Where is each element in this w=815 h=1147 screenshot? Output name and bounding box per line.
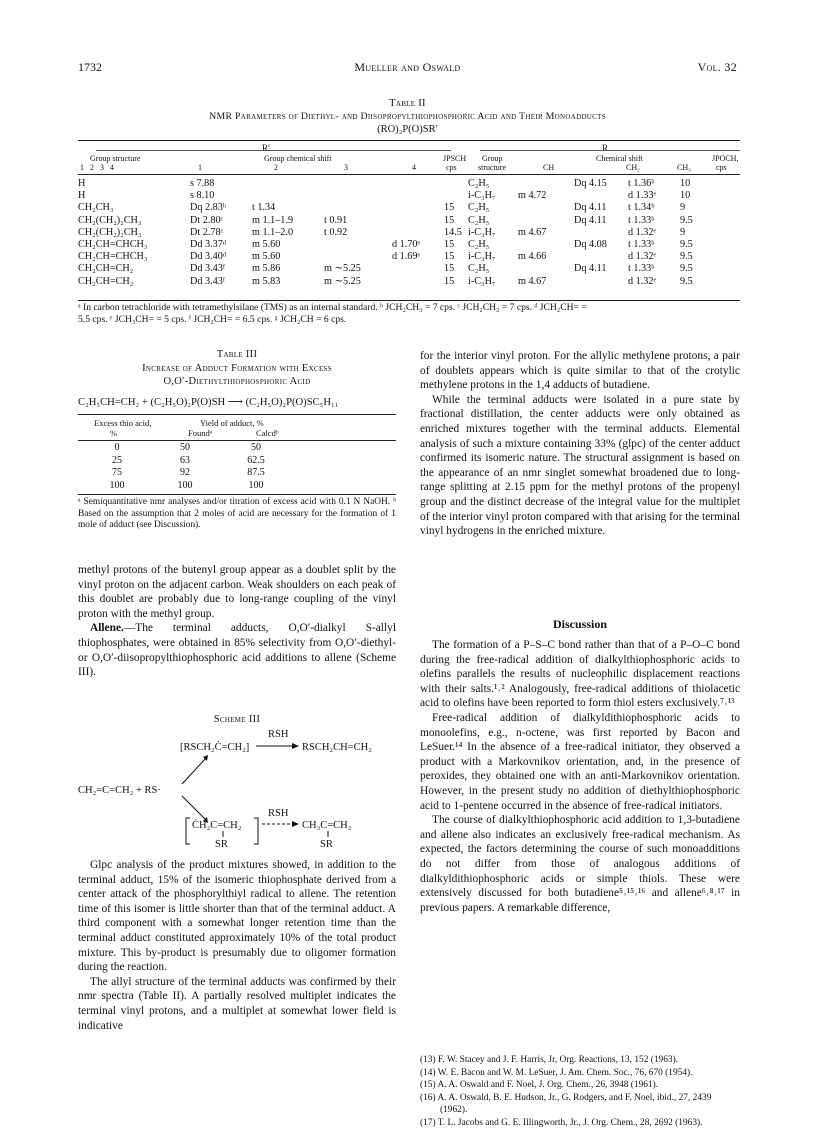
r-header: R — [602, 143, 609, 153]
nmr-cell-s1: Dd 3.40ᵈ — [190, 251, 226, 263]
nmr-cell-s4: d 1.69ᵉ — [392, 251, 421, 263]
nmr-cell-s1: s 7.88 — [190, 178, 215, 189]
paragraph — [78, 621, 396, 679]
table3-cell: 63 — [180, 454, 190, 466]
bottom-sr: SR — [215, 839, 228, 850]
paragraph: The allyl structure of the terminal adducts was confirmed by their nmr spectra (Table II). A partially resolved multiplet indicates the terminal vinyl protons, and a multiplet at somewhat lower field is indicative — [78, 975, 396, 1032]
nmr-cell-s1: Dt 2.80ᶜ — [190, 214, 224, 226]
nmr-cell-jp: 9.5 — [680, 239, 693, 251]
top-arrow-head — [292, 743, 299, 749]
nmr-row — [78, 263, 740, 275]
nmr-cell-ch: m 4.72 — [518, 190, 547, 202]
nmr-cell-gr: C₂H₅ — [468, 263, 490, 275]
table2-top-rule — [78, 140, 740, 141]
table2-header-rule — [78, 174, 740, 175]
nmr-cell-s2: m 1.1–1.9 — [252, 214, 294, 226]
nmr-cell-j — [444, 178, 468, 190]
nmr-cell-ch: m 4.66 — [518, 251, 547, 263]
shift-col-4: 4 — [412, 163, 416, 172]
jpoch-unit: cps — [716, 163, 727, 172]
nmr-cell-ch2: Dq 4.11 — [574, 263, 607, 275]
right-col-upper — [420, 349, 740, 539]
nmr-cell-g: CH₂CH=CH₂ — [78, 275, 134, 287]
table2-label: Table II — [389, 98, 426, 109]
shift-col-2: 2 — [274, 163, 278, 172]
nmr-cell-s4 — [392, 190, 444, 202]
group-header: Group — [482, 154, 503, 163]
nmr-cell-ch — [518, 215, 574, 227]
nmr-cell-gr: i-C₃H₇ — [468, 251, 496, 263]
reference: (14) W. E. Bacon and W. M. LeSuer, J. Am. Chem. Soc., 76, 670 (1954). — [420, 1067, 693, 1078]
nmr-cell-ch3: t 1.33ᵇ — [628, 263, 655, 275]
paragraph: While the terminal adducts were isolated in a pure state by fractional distillation, the center adducts were only obtained as enriched mixtures together with the terminal adducts. Elemental analysis of such a mixture containing 33% (glpc) of the center adduct confirmed its isomeric nature. The structural assignment is based on the appearance of an nmr singlet somewhat broadened due to long-range splitting at 2.15 ppm for the methyl protons of the propenyl group and the distinct decrease of the integral value for the multiplet of the interior vinyl proton compared with that arising for the terminal vinyl hydrogens in the enriched mixture. — [420, 393, 740, 538]
nmr-cell-ch3: d 1.32ᵉ — [628, 251, 657, 263]
nmr-cell-ch3: d 1.33ᵉ — [628, 190, 657, 202]
nmr-cell-s1: Dd 3.43ᶠ — [190, 263, 225, 275]
nmr-cell-jp: 9 — [680, 226, 686, 238]
nmr-cell-s3: t 0.92 — [324, 226, 348, 238]
nmr-cell-ch3: t 1.34ᵇ — [628, 202, 655, 214]
table3-row — [88, 455, 288, 468]
paragraph: Free-radical addition of dialkyldithiophosphoric acids to monoolefins, e.g., n-octene, was first reported by Bacon and LeSuer.¹⁴ In the absence of a free-radical initiator, they observed a product with a Markovnikov orientation, and, in the presence of peroxides, they obtained one with an anti-Markovnikov orientation. However, in the present study no addition of diethylthiophosphoric acid to 1-pentene occurred in the absence of free-radical initiators. — [420, 711, 740, 812]
lower-branch-arrow — [182, 796, 206, 820]
nmr-cell-gr: C₂H₅ — [468, 214, 490, 226]
table3-bottom-rule — [78, 494, 396, 495]
nmr-cell-s1: Dt 2.78ᶜ — [190, 226, 224, 238]
table3-row — [88, 480, 288, 493]
table2-formula: (RO)₂P(O)SR′ — [377, 124, 438, 135]
rprime-rule — [96, 150, 451, 151]
nmr-cell-j — [444, 190, 468, 202]
table2-footnote-1: ᵃ In carbon tetrachloride with tetramethylsilane (TMS) as an internal standard. ᵇ JCH₂CH₃ = 7 cps. ᶜ JCH₂CH₂ = 7 cps. ᵈ JCH₂CH= = — [78, 302, 587, 313]
allene-text: —The terminal adducts, O,O′-dialkyl S-allyl thiophosphates, were obtained in 85% selectivity from O,O′-diethyl- or O,O′-diisopropylthiophosphoric acid additions to allene (Scheme III). — [78, 622, 396, 679]
table3-cell: 100 — [248, 479, 264, 491]
table3-cell: 92 — [180, 467, 190, 478]
nmr-cell-gr: i-C₃H₇ — [468, 226, 496, 238]
nmr-cell-gr: i-C₃H₇ — [468, 190, 496, 202]
nmr-cell-s4 — [392, 276, 444, 288]
nmr-cell-ch2: Dq 4.11 — [574, 214, 607, 226]
nmr-cell-jp: 9.5 — [680, 214, 693, 226]
nmr-row — [78, 227, 740, 239]
table3-cell: 100 — [177, 479, 193, 491]
nmr-row — [78, 190, 740, 202]
nmr-row — [78, 178, 740, 190]
nmr-cell-s2: m 5.60 — [252, 251, 281, 263]
reactants: CH₂=C=CH₂ + RS· — [78, 785, 161, 796]
nmr-cell-jp: 10 — [680, 190, 691, 202]
left-col-lower — [78, 858, 396, 1033]
jpsch-header: JPSCH — [443, 154, 467, 163]
nmr-cell-ch: m 4.67 — [518, 275, 547, 287]
chemical-shift-header: Chemical shift — [596, 154, 643, 163]
nmr-cell-s2: m 5.60 — [252, 239, 281, 251]
nmr-cell-s4 — [392, 263, 444, 275]
table3-header-rule — [78, 440, 396, 441]
nmr-cell-s3 — [324, 251, 392, 263]
nmr-cell-g: CH₂(CH₂)₂CH₃ — [78, 214, 142, 226]
ch2-header: CH₂ — [626, 163, 640, 172]
rsh-label-top: RSH — [268, 729, 289, 740]
table2-footnote-2: 5.5 cps. ᵉ JCH₃CH= = 5 cps. ᶠ JCH₂CH= = 6.5 cps. ᵍ JCH₂CH = 6 cps. — [78, 314, 347, 325]
right-col-lower — [420, 638, 740, 915]
table3-equation: C₂H₅CH=CH₂ + (C₂H₅O)₂P(O)SH ⟶ (C₂H₅O)₂P(O)SC₅H₁₁ — [78, 397, 339, 408]
table3-cell: 62.5 — [247, 454, 265, 466]
nmr-row — [78, 202, 740, 214]
scheme3-label: Scheme III — [213, 714, 261, 725]
nmr-cell-s4: d 1.70ᵉ — [392, 239, 421, 251]
nmr-cell-s3: m ∼5.25 — [324, 263, 361, 275]
nmr-cell-g: H — [78, 178, 86, 189]
bracket-right — [254, 818, 258, 844]
nmr-cell-j: 14.5 — [444, 226, 462, 238]
nmr-cell-ch2 — [574, 227, 628, 239]
bottom-product: CH₃C=CH₂ — [302, 820, 352, 831]
nmr-cell-s3 — [324, 202, 392, 214]
left-col-upper — [78, 563, 396, 680]
structure-header: structure — [478, 163, 506, 172]
table3-label: Table III — [216, 349, 258, 360]
nmr-cell-ch — [518, 178, 574, 190]
nmr-cell-ch2 — [574, 190, 628, 202]
nmr-cell-s4 — [392, 215, 444, 227]
nmr-cell-s3 — [324, 178, 392, 190]
found-header: Foundᵃ — [188, 428, 213, 438]
nmr-row — [78, 276, 740, 288]
bottom-intermediate: ĊH₂C=CH₂ — [192, 820, 242, 831]
nmr-cell-s1: Dd 3.37ᵈ — [190, 239, 226, 251]
page-number: 1732 — [78, 60, 102, 74]
table3-top-rule — [78, 414, 396, 415]
excess-pct: % — [110, 428, 118, 438]
table2-title: NMR Parameters of Diethyl- and Diisopropylthiophosphoric Acid and Their Monoadducts — [209, 111, 606, 122]
table3-title-1: Increase of Adduct Formation with Excess — [142, 363, 332, 374]
nmr-cell-ch: m 4.67 — [518, 226, 547, 238]
reference: (13) F. W. Stacey and J. F. Harris, Jr, Org. Reactions, 13, 152 (1963). — [420, 1055, 679, 1065]
nmr-cell-gr: C₂H₅ — [468, 239, 490, 251]
table3-cell: 87.5 — [247, 467, 265, 478]
reference: (17) T. L. Jacobs and G. E. Illingworth, Jr., J. Org. Chem., 28, 2692 (1963). — [420, 1117, 703, 1128]
reference: (16) A. A. Oswald, B. E. Hudson, Jr., G. Rodgers, and F. Noel, ibid., 27, 2439 (1962). — [420, 1092, 712, 1115]
nmr-row — [78, 251, 740, 263]
nmr-cell-ch — [518, 202, 574, 214]
table3 — [88, 442, 288, 492]
nmr-cell-s1: Dd 3.43ᶠ — [190, 275, 225, 287]
nmr-cell-g: CH₂CH=CHCH₃ — [78, 251, 148, 263]
nmr-cell-jp: 9.5 — [680, 275, 693, 287]
calcd-header: Calcdᵇ — [256, 428, 279, 438]
ch-header: CH — [543, 163, 555, 172]
top-product: RSCH₂CH=CH₂ — [302, 742, 372, 753]
nmr-cell-s3 — [324, 190, 392, 202]
discussion-heading: Discussion — [552, 617, 608, 631]
nmr-cell-s4 — [392, 227, 444, 239]
nmr-cell-ch3: d 1.32ᵉ — [628, 275, 657, 287]
reference: (15) A. A. Oswald and F. Noel, J. Org. Chem., 26, 3948 (1961). — [420, 1080, 659, 1090]
nmr-cell-ch — [518, 239, 574, 251]
nmr-cell-jp: 9 — [680, 202, 686, 214]
nmr-cell-s3: t 0.91 — [324, 214, 348, 226]
nmr-cell-s3 — [324, 239, 392, 251]
paragraph: methyl protons of the butenyl group appear as a doublet split by the vinyl proton on the adjacent carbon. Weak shoulders on each peak of this doublet are probably due to long-range coupling of the vinyl proton with the methyl group. — [78, 564, 396, 620]
r-rule — [480, 150, 740, 151]
excess-header: Excess thio acid, — [94, 418, 152, 428]
jpsch-unit: cps — [446, 163, 457, 172]
group-number-header: 1 2 3 4 — [80, 163, 114, 172]
nmr-row — [78, 215, 740, 227]
shift-col-1: 1 — [198, 163, 202, 172]
group-structure-header: Group structure — [90, 154, 141, 163]
nmr-cell-g: CH₂CH=CH₂ — [78, 263, 134, 275]
nmr-cell-jp: 9.5 — [680, 251, 693, 263]
nmr-cell-s1: Dq 2.83ᵇ — [190, 202, 226, 214]
nmr-cell-j: 15 — [444, 275, 455, 287]
yield-header: Yield of adduct, % — [200, 418, 264, 428]
paragraph: for the interior vinyl proton. For the allylic methylene protons, a pair of doublets appears which is quite similar to that of the crotylic methylene protons in the 1,4 adducts of butadiene. — [420, 350, 740, 392]
table3-row — [88, 467, 288, 480]
nmr-cell-s1: s 8.10 — [190, 190, 215, 202]
rsh-label-bottom: RSH — [268, 808, 289, 819]
nmr-cell-ch2: Dq 4.08 — [574, 239, 607, 251]
nmr-cell-j: 15 — [444, 214, 455, 226]
bottom-sr-2: SR — [320, 839, 333, 850]
table3-footnote: ᵃ Semiquantitative nmr analyses and/or titration of excess acid with 0.1 N NaOH. ᵇ Based on the assumption that 2 moles of acid are necessary for the formation of 1 mole of adduct (see Discussion). — [78, 497, 396, 531]
nmr-cell-ch2: Dq 4.11 — [574, 202, 607, 214]
shift-col-3: 3 — [344, 163, 348, 172]
table3-cell: 50 — [251, 442, 261, 453]
nmr-cell-jp: 10 — [680, 178, 691, 189]
upper-branch-arrow — [182, 758, 206, 784]
nmr-cell-ch2 — [574, 276, 628, 288]
nmr-cell-s2: m 5.86 — [252, 263, 281, 275]
volume-label: Vol. 32 — [697, 60, 737, 74]
nmr-table — [78, 178, 740, 288]
nmr-cell-g: CH₂(CH₂)₂CH₃ — [78, 226, 142, 238]
nmr-cell-s2 — [252, 178, 324, 190]
paragraph: The formation of a P–S–C bond rather than that of a P–O–C bond during the free-radical addition of dialkylthiophosphoric acids to olefins parallels the results of nucleophilic displacement reactions with their salts.¹˒² Analogously, free-radical additions of thiolacetic acid to olefins have been reported to form thiol esters exclusively.⁷˒¹³ — [420, 639, 740, 710]
nmr-cell-ch3: t 1.36ᵇ — [628, 178, 655, 189]
nmr-cell-s2: t 1.34 — [252, 202, 276, 214]
nmr-cell-s3: m ∼5.25 — [324, 275, 361, 287]
table3-row — [88, 442, 288, 455]
nmr-cell-gr: C₂H₅ — [468, 178, 490, 189]
paragraph: The course of dialkylthiophosphoric acid addition to 1,3-butadiene and allene also indicates an exclusively free-radical mechanism. As expected, the factors determining the course of such monoadditions do not differ from those of analogous additions of dialkyldithiophosphoric acids or simple thiols. These were extensively discussed for both butadiene⁵˒¹⁵˒¹⁶ and allene⁶˒⁸˒¹⁷ in previous papers. A remarkable difference, — [420, 814, 740, 914]
nmr-cell-s4 — [392, 178, 444, 190]
nmr-cell-ch3: d 1.32ᵉ — [628, 226, 657, 238]
table3-title-2: O,O′-Diethylthiophosphoric Acid — [163, 376, 311, 387]
scheme3-diagram — [78, 724, 396, 850]
nmr-cell-g: H — [78, 190, 86, 202]
table2-bottom-rule — [78, 300, 740, 301]
nmr-cell-ch — [518, 263, 574, 275]
table3-cell: 25 — [112, 454, 122, 466]
top-intermediate: [RSCH₂Ċ=CH₂] — [180, 742, 250, 753]
running-title: Mueller and Oswald — [354, 60, 461, 74]
table3-cell: 75 — [112, 467, 122, 478]
table3-cell: 50 — [180, 442, 190, 453]
table3-cell: 0 — [114, 442, 120, 453]
table3-cell: 100 — [109, 479, 125, 491]
nmr-cell-j: 15 — [444, 251, 455, 263]
nmr-cell-j: 15 — [444, 239, 455, 251]
nmr-cell-gr: i-C₃H₇ — [468, 275, 496, 287]
paragraph: Glpc analysis of the product mixtures showed, in addition to the terminal adduct, 15% of the isomeric thiophosphate derived from a center attack of the phosphorylthiyl radical to allene. The retention time of this isomer is little shorter than that of the terminal adduct. A third component with a somewhat longer retention time than the terminal adduct constituted approximately 10% of the total product mixture. This by-product is presumably due to oligomer formation during the reaction. — [78, 859, 396, 974]
nmr-cell-s2 — [252, 190, 324, 202]
ch3-header: CH₃ — [677, 163, 691, 172]
nmr-cell-j: 15 — [444, 263, 455, 275]
nmr-cell-g: CH₂CH=CHCH₃ — [78, 239, 148, 251]
nmr-cell-ch3: t 1.33ᵇ — [628, 239, 655, 251]
allene-heading: Allene. — [90, 622, 124, 635]
group-shift-header: Group chemical shift — [264, 154, 332, 163]
nmr-cell-g: CH₂CH₃ — [78, 202, 114, 214]
jpoch-header: JPOCH, — [712, 154, 739, 163]
bracket-left — [186, 818, 190, 844]
nmr-cell-s2: m 1.1–2.0 — [252, 226, 294, 238]
nmr-row — [78, 239, 740, 251]
nmr-cell-ch2 — [574, 251, 628, 263]
bottom-arrow-head — [292, 821, 299, 827]
rprime-header: R′ — [262, 143, 270, 153]
nmr-cell-ch2: Dq 4.15 — [574, 178, 607, 189]
nmr-cell-ch3: t 1.33ᵇ — [628, 214, 655, 226]
nmr-cell-j: 15 — [444, 202, 455, 214]
references — [420, 1054, 740, 1129]
nmr-cell-s4 — [392, 202, 444, 214]
nmr-cell-gr: C₂H₅ — [468, 202, 490, 214]
nmr-cell-s2: m 5.83 — [252, 275, 281, 287]
nmr-cell-jp: 9.5 — [680, 263, 693, 275]
